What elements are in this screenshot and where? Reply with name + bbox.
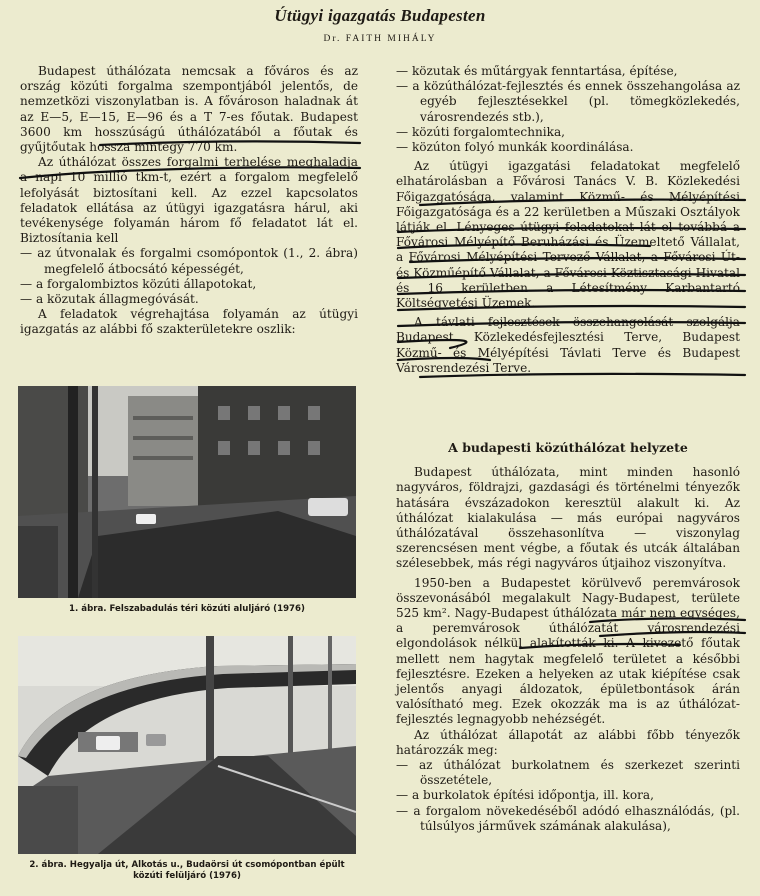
right-column-section [396,440,740,834]
paragraph: Az útügyi igazgatási feladatokat megfelelő elhatárolásban a Fővárosi Tanács V. B. Közlekedési Főigazgatósága, valamint Közmű- és Mélyépítési Főigazgatósága és a 22 kerületben a Műszaki Osztályok látják el. Lényeges útügyi feladatokat lát el továbbá a Fővárosi Mélyépítő Beruházási és Üzemeltető Vállalat, a Fővárosi Mélyépítési Tervező Vállalat, a Fővárosi Út- és Közműépítő Vállalat, a Fővárosi Köztisztasági Hivatal és 16 kerületben a Létesítmény Karbantartó Költségvetési Üzemek. [396,159,740,311]
list-item: — közúton folyó munkák koordinálása. [396,140,740,155]
right-column-top [396,64,740,376]
figure-2-caption: 2. ábra. Hegyalja út, Alkotás u., Budaörsi út csomópontban épült közúti felüljáró (1976) [29,860,345,881]
list-item: — a közúthálózat-fejlesztés és ennek összehangolása az egyéb fejlesztésekkel (pl. tömegközlekedés, városrendezés stb.), [396,79,740,125]
paragraph: A feladatok végrehajtása folyamán az útügyi igazgatás az alábbi fő szakterületekre oszlik: [20,307,358,337]
paragraph: Budapest úthálózata nemcsak a főváros és az ország közúti forgalma szempontjából jelentős, de nemzetközi viszonylatban is. A fővároson haladnak át az E—5, E—15, E—96 és a T 7-es főutak. Budapest 3600 km hosszúságú úthálózatából a főutak és gyűjtőutak hossza mintegy 770 km. [20,64,358,155]
list-item: — közutak és műtárgyak fenntartása, építése, [396,64,740,79]
list-item: — az úthálózat burkolatnem és szerkezet szerinti összetétele, [396,758,740,788]
list-item: — a forgalombiztos közúti állapotokat, [20,277,358,292]
figure-1-caption: 1. ábra. Felszabadulás téri közúti aluljáró (1976) [69,604,305,614]
left-column [20,64,358,338]
paragraph: 1950-ben a Budapestet körülvevő peremvárosok összevonásából megalakult Nagy-Budapest, területe 525 km². Nagy-Budapest úthálózata már nem egységes, a peremvárosok úthálózatát városrendezési elgondolások nélkül alakították ki. A kivezető főutak mellett nem hagytak megfelelő területet a későbbi fejlesztésre. Ezeken a helyeken az utak kiépítése csak jelentős anyagi áldozatok, épületbontások árán valósítható meg. Ezek okozzák ma is az úthálózat-fejlesztés legnagyobb nehézségét. [396,575,740,727]
section-heading: A budapesti közúthálózat helyzete [448,440,688,455]
list-item: — az útvonalak és forgalmi csomópontok (1., 2. ábra) megfelelő átbocsátó képességét, [20,246,358,276]
paragraph: Az úthálózat állapotát az alábbi főbb tényezők határozzák meg: [396,727,740,757]
figure-2-photo [18,636,356,854]
author-byline: Dr. FAITH MIHÁLY [323,34,437,44]
factors-list [396,758,740,834]
list-item: — közúti forgalomtechnika, [396,125,740,140]
list-item: — a forgalom növekedéséből adódó elhasználódás, (pl. túlsúlyos járművek számának alakulása), [396,804,740,834]
list-item: — a közutak állagmegóvását. [20,292,358,307]
paragraph: Az úthálózat összes forgalmi terhelése meghaladja a napi 10 millió tkm-t, ezért a forgalom megfelelő lefolyását biztosítani kell. Az ezzel kapcsolatos feladatok ellátása az útügyi igazgatásra hárul, aki tevékenysége folyamán három fő feladatot lát el. Biztosítania kell [20,155,358,246]
paragraph: Budapest úthálózata, mint minden hasonló nagyváros, földrajzi, gazdasági és történelmi tényezők hatására évszázadokon keresztül alakult ki. Az úthálózat kialakulása — más európai nagyváros úthálózatával összehasonlítva — viszonylag szerencsésen ment végbe, a főutak és utcák általában szélesebbek, más régi nagyváros útjaihoz viszonyítva. [396,465,740,571]
article-title: Útügyi igazgatás Budapesten [274,6,486,25]
requirements-list [20,246,358,307]
specialty-areas-list [396,64,740,155]
list-item: — a burkolatok építési időpontja, ill. kora, [396,788,740,803]
paragraph: A távlati fejlesztések összehangolását szolgálja Budapest Közlekedésfejlesztési Terve, Budapest Közmű- és Mélyépítési Távlati Terve és Budapest Városrendezési Terve. [396,315,740,375]
figure-1-photo [18,386,356,598]
